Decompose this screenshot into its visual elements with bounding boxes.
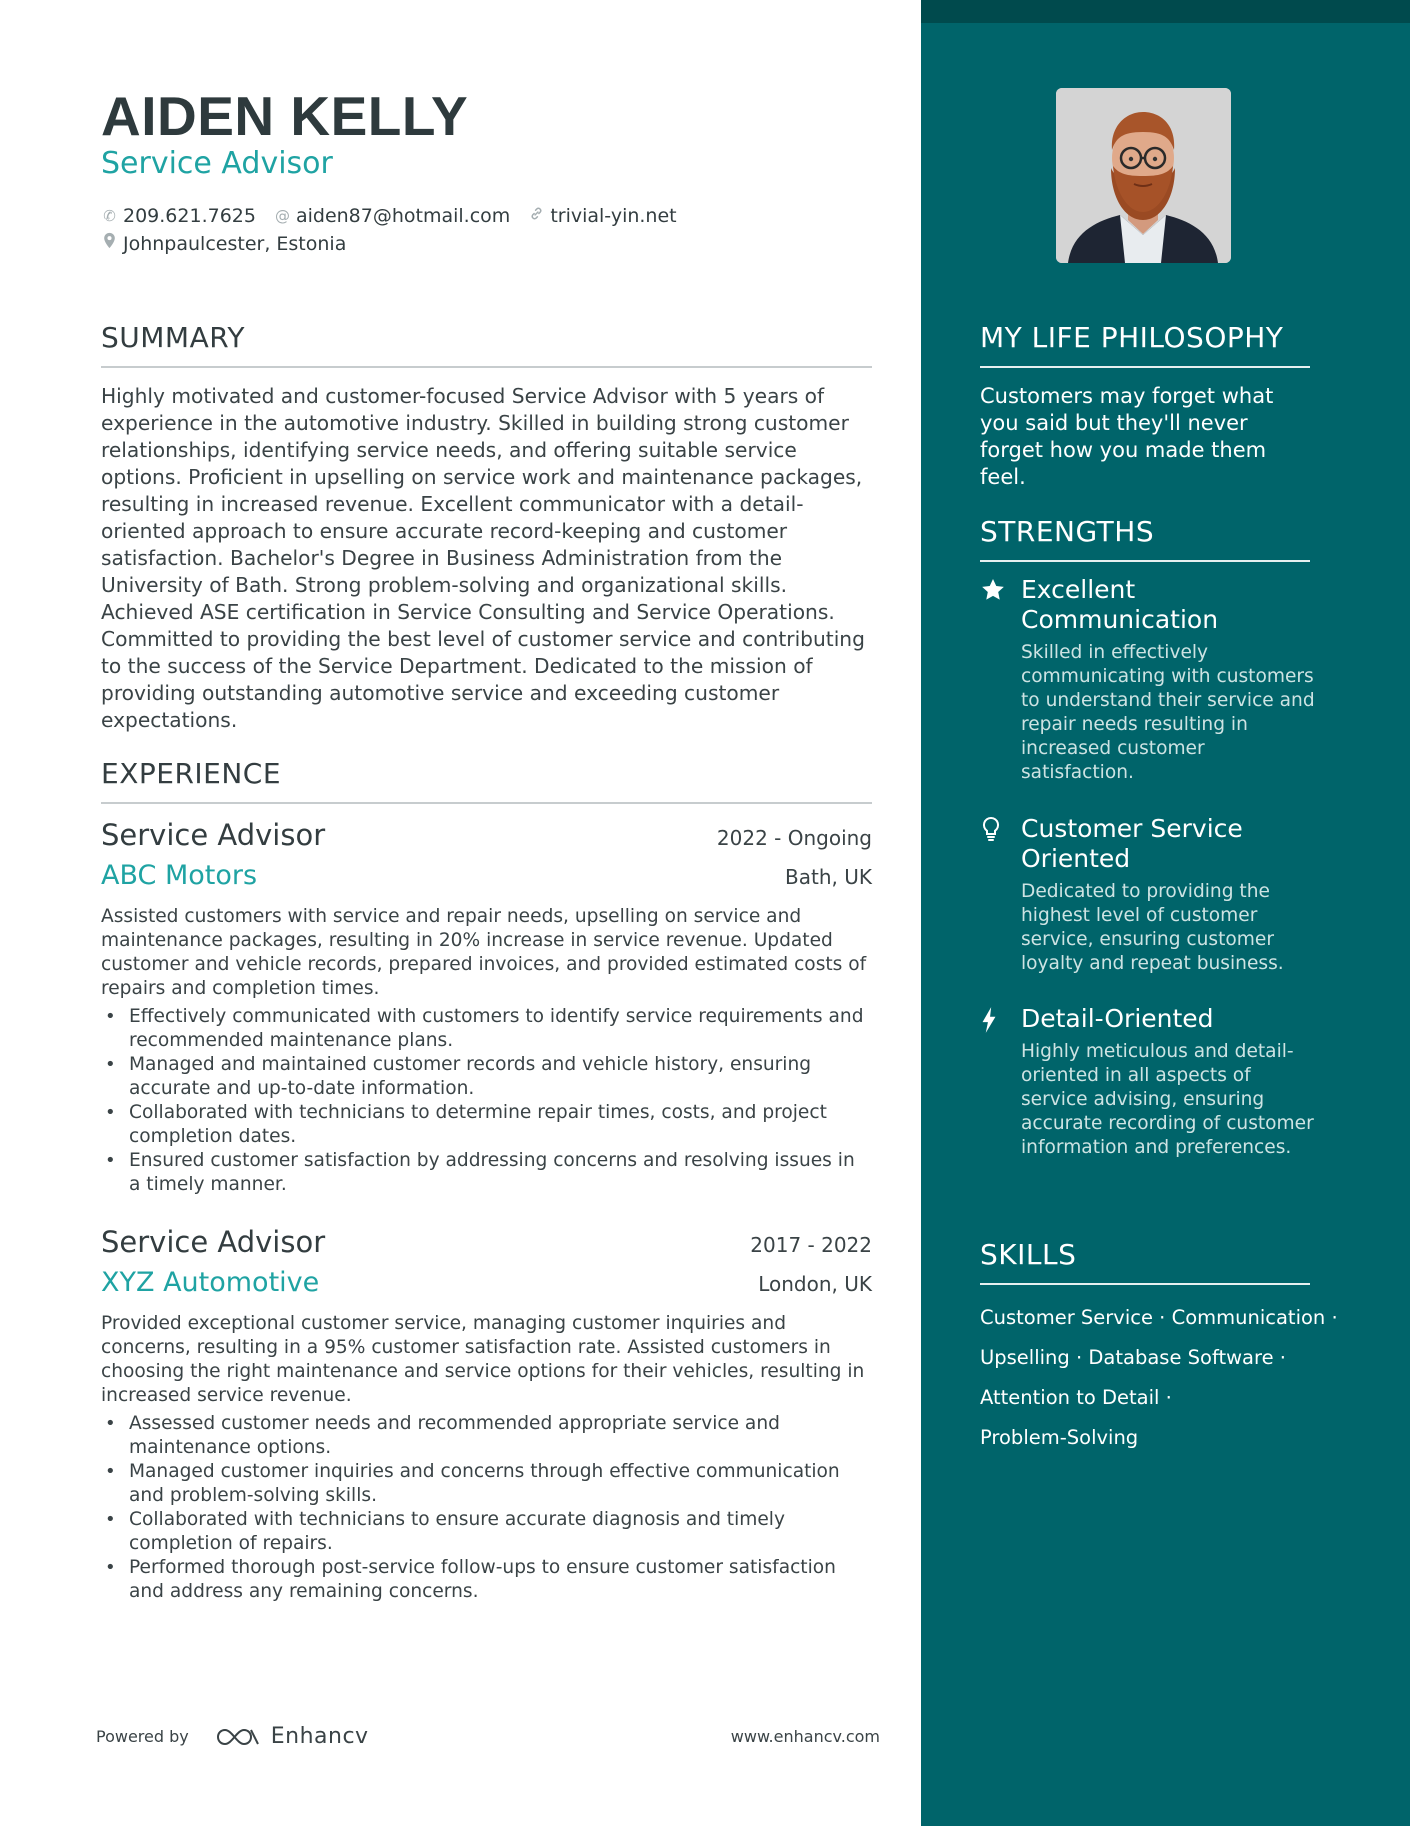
- skill-line: Upselling · Database Software ·: [980, 1346, 1286, 1369]
- philosophy-text: Customers may forget what you said but they'll never forget how you made them feel.: [980, 384, 1274, 489]
- job-location: Bath, UK: [785, 865, 872, 889]
- job-role: Service Advisor: [101, 1225, 326, 1259]
- job-dates: 2017 - 2022: [750, 1233, 872, 1257]
- job-description: Assisted customers with service and repair needs, upselling on service and maintenance packages, resulting in 20% increase in service revenue. Updated customer and vehicle records, prepared invoices, and provided estimated costs of repairs and completion times.: [101, 906, 867, 999]
- skill-line: Attention to Detail ·: [980, 1386, 1172, 1409]
- strength-title: Excellent Communication: [1021, 575, 1219, 634]
- job-dates: 2022 - Ongoing: [716, 826, 872, 850]
- skill-line: Customer Service · Communication ·: [980, 1306, 1338, 1329]
- at-icon: @: [274, 207, 290, 225]
- map-pin-icon: [101, 230, 118, 258]
- strength-description: Dedicated to providing the highest level of customer service, ensuring customer loyalty and repeat business.: [1021, 881, 1284, 974]
- skill-line: Problem-Solving: [980, 1426, 1139, 1449]
- job-role: Service Advisor: [101, 818, 326, 852]
- summary-text: Highly motivated and customer-focused Service Advisor with 5 years of experience in the automotive industry. Skilled in building strong customer relationships, identifying service needs, and offering suitable service options. Proficient in upselling on service work and maintenance packages, resulting in increased revenue. Excellent communicator with a detail-oriented approach to ensure accurate record-keeping and customer satisfaction. Bachelor's Degree in Business Administration from the University of Bath. Strong problem-solving and organizational skills. Achieved ASE certification in Service Consulting and Service Operations. Committed to providing the best level of customer service and contributing to the success of the Service Department. Dedicated to the mission of providing outstanding automotive service and exceeding customer expectations.: [101, 384, 865, 732]
- job-bullet: • Performed thorough post-service follow-ups to ensure customer satisfaction and address any remaining concerns.: [101, 1556, 872, 1604]
- profile-photo-image: [1056, 88, 1231, 263]
- location-text: Johnpaulcester, Estonia: [123, 233, 347, 255]
- strength-title: Customer Service Oriented: [1021, 814, 1243, 873]
- candidate-title: Service Advisor: [101, 146, 333, 181]
- powered-by-label: Powered by: [96, 1727, 189, 1746]
- phone-text: 209.621.7625: [123, 205, 256, 227]
- philosophy-heading: MY LIFE PHILOSOPHY: [980, 321, 1310, 368]
- candidate-name: AIDEN KELLY: [101, 85, 469, 147]
- job-bullet: • Assessed customer needs and recommended appropriate service and maintenance options.: [101, 1412, 872, 1460]
- job-bullet: • Collaborated with technicians to ensure accurate diagnosis and timely completion of repairs.: [101, 1508, 872, 1556]
- job-company: ABC Motors: [101, 860, 258, 891]
- star-icon: [980, 575, 1021, 785]
- footer: [96, 1724, 880, 1749]
- job-bullets: [101, 1005, 872, 1197]
- email-text[interactable]: aiden87@hotmail.com: [295, 205, 511, 227]
- lightning-icon: [980, 1004, 1021, 1160]
- job-location: London, UK: [758, 1272, 872, 1296]
- strength-description: Highly meticulous and detail-oriented in all aspects of service advising, ensuring accurate recording of customer information and preferences.: [1021, 1041, 1314, 1158]
- skills-list: [980, 1298, 1338, 1458]
- job-bullet: • Collaborated with technicians to determine repair times, costs, and project completion dates.: [101, 1101, 872, 1149]
- strength-item: [980, 575, 1320, 785]
- job-bullet: • Managed and maintained customer records and vehicle history, ensuring accurate and up-to-date information.: [101, 1053, 872, 1101]
- job-company: XYZ Automotive: [101, 1267, 320, 1298]
- website-text[interactable]: trivial-yin.net: [550, 205, 677, 227]
- enhancv-logo[interactable]: [215, 1724, 369, 1749]
- brand-name: Enhancv: [270, 1724, 369, 1749]
- job-bullet: • Effectively communicated with customers to identify service requirements and recommended maintenance plans.: [101, 1005, 872, 1053]
- powered-by: [96, 1724, 369, 1749]
- job-bullet: • Ensured customer satisfaction by addressing concerns and resolving issues in a timely manner.: [101, 1149, 872, 1197]
- job-entry: [101, 1225, 872, 1604]
- job-bullets: [101, 1412, 872, 1604]
- contact-info: [101, 202, 695, 258]
- job-bullet: • Managed customer inquiries and concerns through effective communication and problem-solving skills.: [101, 1460, 872, 1508]
- phone-contact: [101, 202, 256, 230]
- summary-heading: SUMMARY: [101, 321, 872, 368]
- link-icon: [528, 202, 545, 230]
- profile-photo: [1056, 88, 1231, 263]
- location-contact: [101, 230, 346, 258]
- strength-description: Skilled in effectively communicating with customers to understand their service and repair needs resulting in increased customer satisfaction.: [1021, 642, 1315, 783]
- strength-title: Detail-Oriented: [1021, 1004, 1214, 1033]
- job-description: Provided exceptional customer service, managing customer inquiries and concerns, resulting in a 95% customer satisfaction rate. Assisted customers in choosing the right maintenance and service options for their vehicles, resulting in increased service revenue.: [101, 1313, 865, 1406]
- strengths-heading: STRENGTHS: [980, 515, 1310, 562]
- email-contact[interactable]: [274, 202, 510, 230]
- strength-item: [980, 814, 1320, 976]
- sidebar-top-bar: [921, 0, 1410, 23]
- footer-website[interactable]: www.enhancv.com: [730, 1727, 880, 1746]
- phone-icon: ✆: [103, 207, 116, 225]
- website-contact[interactable]: [528, 202, 676, 230]
- skills-heading: SKILLS: [980, 1238, 1310, 1285]
- experience-heading: EXPERIENCE: [101, 757, 872, 804]
- job-entry: [101, 818, 872, 1197]
- lightbulb-icon: [980, 814, 1021, 976]
- enhancv-logo-icon: [215, 1725, 261, 1749]
- strength-item: [980, 1004, 1320, 1160]
- sidebar: [921, 0, 1410, 1826]
